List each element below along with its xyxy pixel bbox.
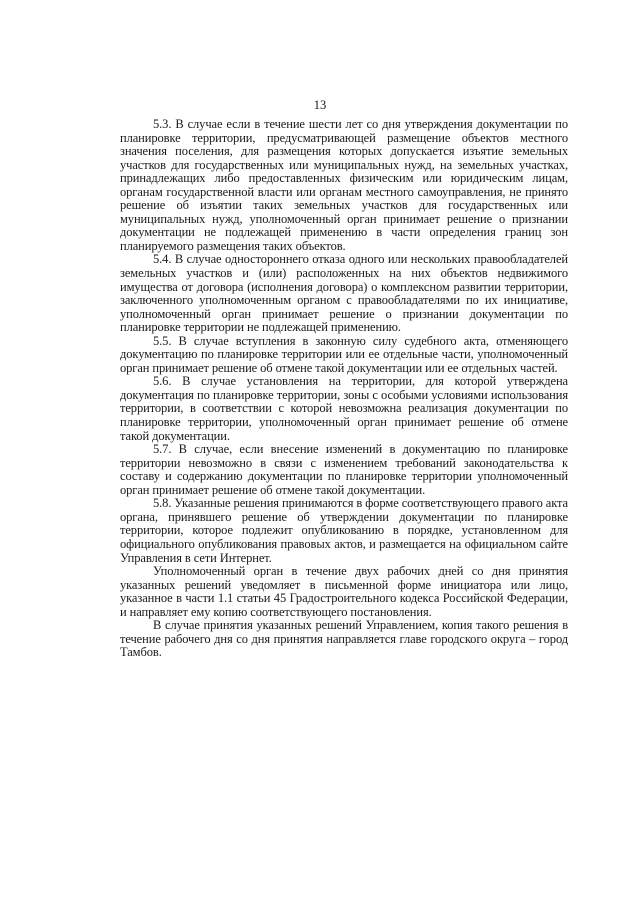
document-body [120, 118, 568, 660]
paragraph-5-5: 5.5. В случае вступления в законную силу судебного акта, отменяющего документацию по планировке территории или ее отдельные части, уполномоченный орган принимает решение об отмене такой документации или ее отдельных частей. [120, 333, 568, 375]
paragraph-copy-to-head: В случае принятия указанных решений Управлением, копия такого решения в течение рабочего дня со дня принятия направляется главе городского округа – город Тамбов. [120, 618, 568, 660]
paragraph-5-6: 5.6. В случае установления на территории, для которой утверждена документация по планировке территории, зоны с особыми условиями использования территории, в соответствии с которой невозможна реализация документации по планировке территории, уполномоченный орган принимает решение об отмене такой документации. [120, 374, 568, 443]
paragraph-5-4: 5.4. В случае одностороннего отказа одного или нескольких правообладателей земельных участков и (или) расположенных на них объектов недвижимого имущества от договора (исполнения договора) о комплексном развитии территории, заключенного уполномоченным органом с правообладателями по их инициативе, уполномоченный орган принимает решение о признании документации по планировке территории не подлежащей применению. [120, 252, 568, 335]
paragraph-notification: Уполномоченный орган в течение двух рабочих дней со дня принятия указанных решений уведомляет в письменной форме инициатора или лицо, указанное в части 1.1 статьи 45 Градостроительного кодекса Российской Федерации, и направляет ему копию соответствующего постановления. [120, 564, 568, 619]
paragraph-5-3: 5.3. В случае если в течение шести лет со дня утверждения документации по планировке территории, предусматривающей размещение объектов местного значения поселения, для размещения которых допускается изъятие земельных участков для государственных или муниципальных нужд, на земельных участках, принадлежащих либо предоставленных физическим или юридическим лицам, органам государственной власти или органам местного самоуправления, не принято решение об изъятии таких земельных участков для государственных или муниципальных нужд, уполномоченный орган принимает решение о признании документации не подлежащей применению в части определения границ зон планируемого размещения таких объектов. [120, 117, 568, 253]
paragraph-5-8: 5.8. Указанные решения принимаются в форме соответствующего правого акта органа, принявшего решение об утверждении документации по планировке территории, которое подлежит опубликованию в порядке, установленном для официального опубликования правовых актов, и размещается на официальном сайте Управления в сети Интернет. [120, 496, 568, 565]
page-number: 13 [313, 98, 327, 112]
paragraph-5-7: 5.7. В случае, если внесение изменений в документацию по планировке территории невозможно в связи с изменением требований законодательства к составу и содержанию документации по планировке территории уполномоченный орган принимает решение об отмене такой документации. [120, 442, 568, 497]
